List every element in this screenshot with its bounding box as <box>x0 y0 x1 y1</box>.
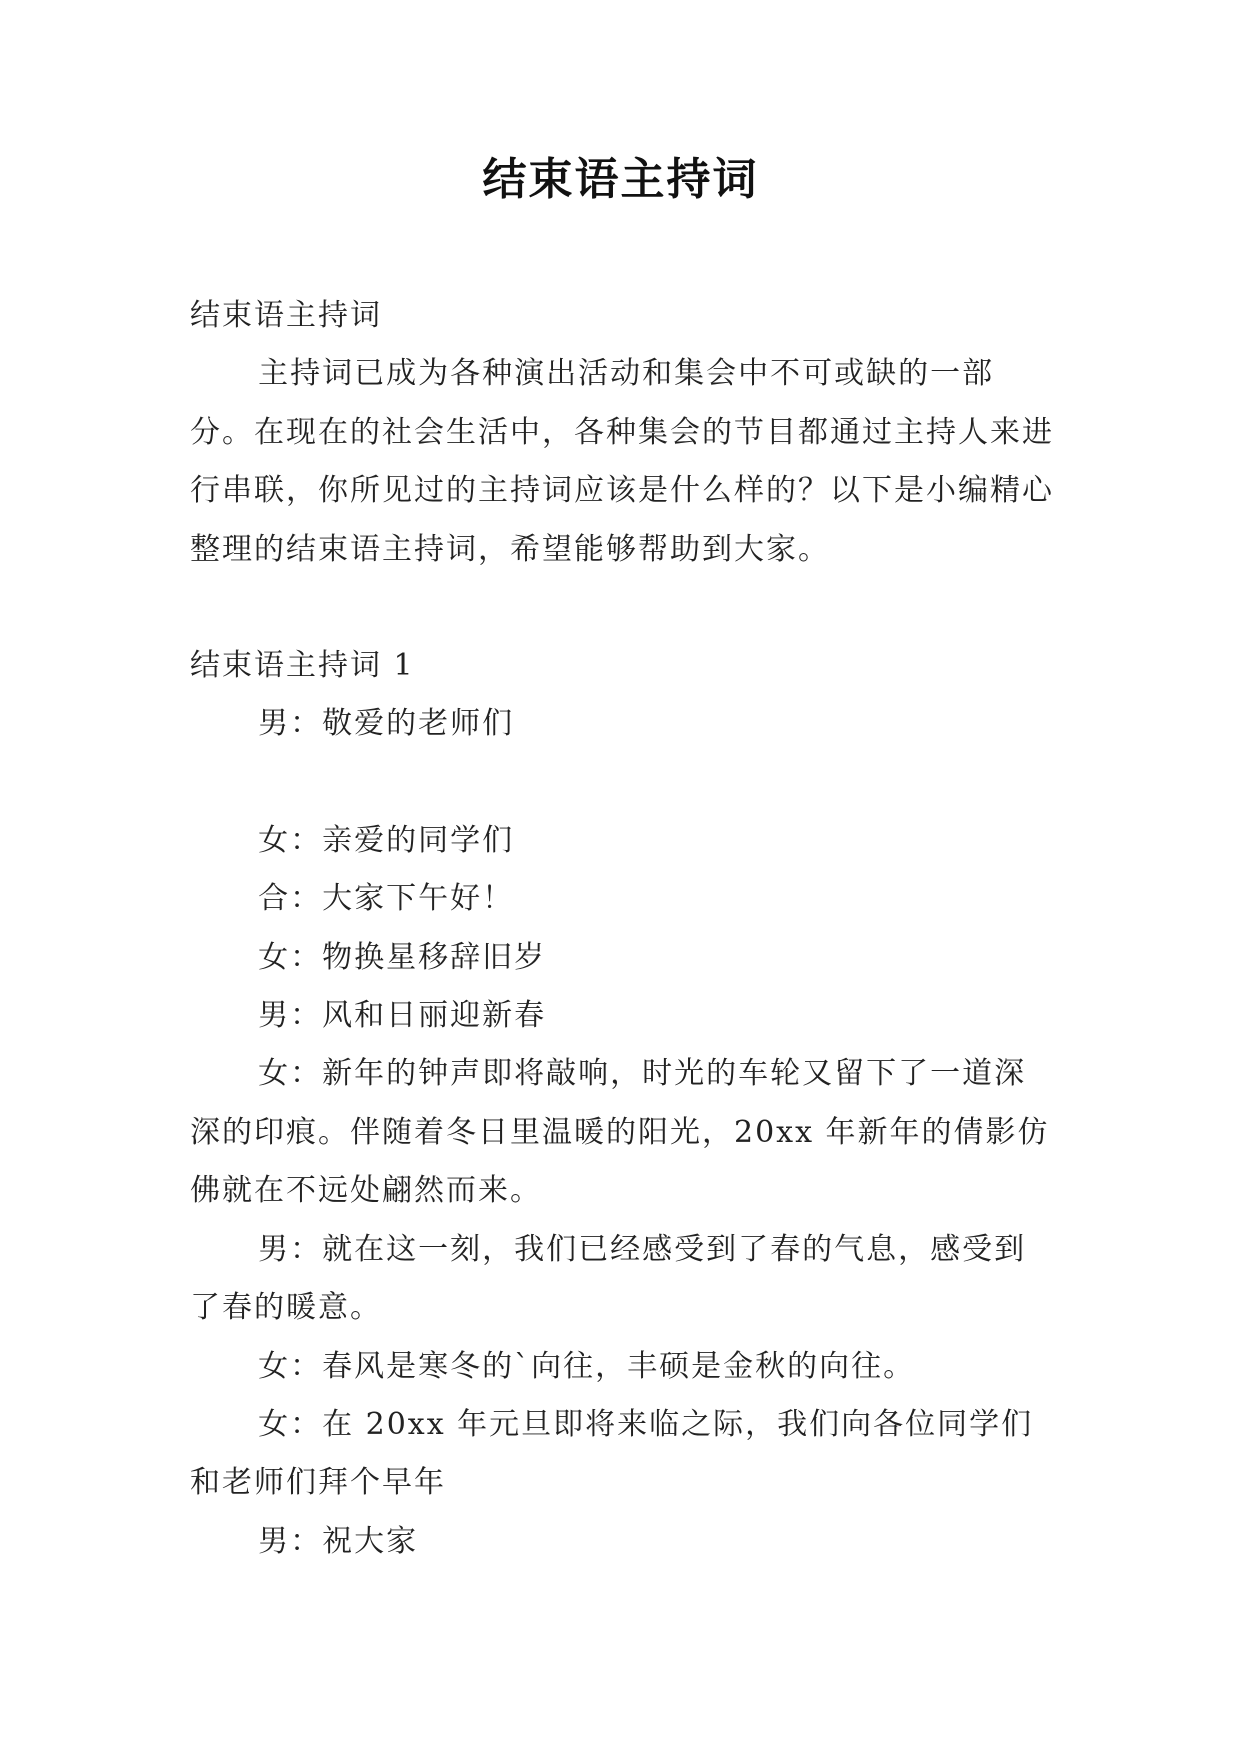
dialogue-line: 男：敬爱的老师们 <box>258 706 515 742</box>
section-heading: 结束语主持词 <box>190 298 382 333</box>
section-heading: 结束语主持词 1 <box>190 648 415 684</box>
dialogue-line: 合：大家下午好！ <box>258 881 515 917</box>
dialogue-line: 女：亲爱的同学们 <box>258 822 515 858</box>
dialogue-line: 女：在 20xx 年元旦即将来临之际，我们向各位同学们和老师们拜个早年 <box>190 1406 1034 1501</box>
dialogue-line: 男：就在这一刻，我们已经感受到了春的气息，感受到了春的暖意。 <box>190 1231 1027 1326</box>
intro-paragraph: 主持词已成为各种演出活动和集会中不可或缺的一部分。在现在的社会生活中，各种集会的节目都通过主持人来进行串联，你所见过的主持词应该是什么样的？以下是小编精心整理的结束语主持词，希望能够帮助到大家。 <box>190 356 1054 567</box>
document-body <box>190 287 1055 1571</box>
document-title: 结束语主持词 <box>482 154 759 205</box>
dialogue-line: 男：风和日丽迎新春 <box>258 998 547 1034</box>
dialogue-line: 女：新年的钟声即将敲响，时光的车轮又留下了一道深深的印痕。伴随着冬日里温暖的阳光，20xx 年新年的倩影仿佛就在不远处翩然而来。 <box>190 1056 1050 1209</box>
dialogue-line: 女：春风是寒冬的`向往，丰硕是金秋的向往。 <box>258 1348 916 1384</box>
dialogue-line: 男：祝大家 <box>258 1523 419 1559</box>
dialogue-line: 女：物换星移辞旧岁 <box>258 939 547 975</box>
